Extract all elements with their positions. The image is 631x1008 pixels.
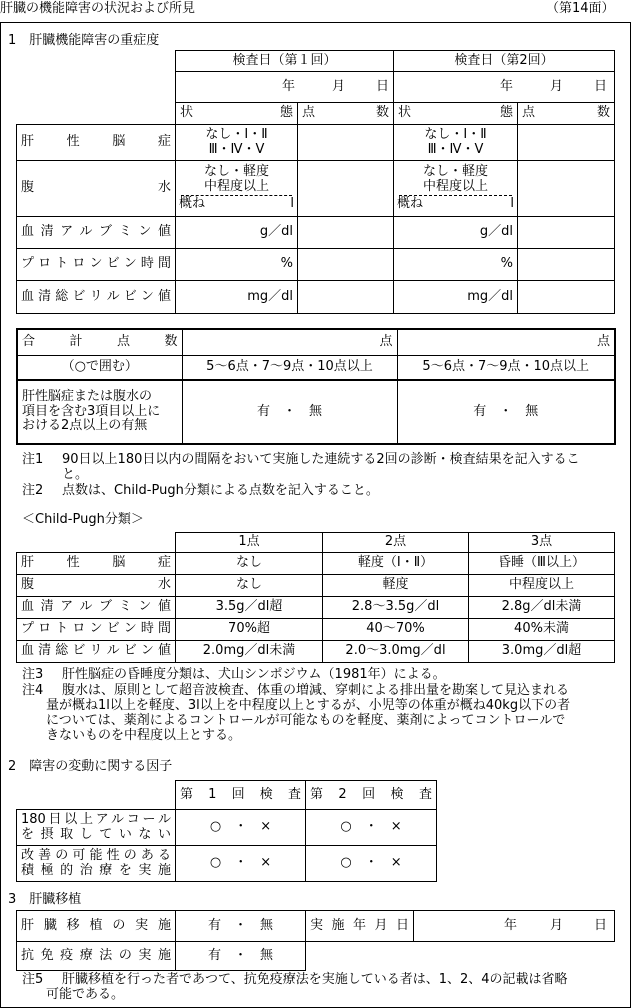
cp-cell: なし [176,575,323,597]
section1-heading: 1 肝臓機能障害の重症度 [8,33,160,48]
immuno-yes-no[interactable]: 有 ・ 無 [176,942,306,971]
note-1: 注1 90日以上180日以内の間隔をおいて実施した連続する2回の診断・検査結果を記入するこ と。 [22,452,580,482]
bilirubin-score-2[interactable] [518,281,615,314]
cp-cell: 3.0mg／dl超 [469,641,615,663]
cp-cell: 2.8g／dl未満 [469,597,615,619]
ascites-options[interactable]: なし・軽度 中程度以上 概ね l [394,161,518,217]
cp-row-label: 肝性脳症 [17,553,176,575]
cp-cell: 40～70% [323,619,469,641]
transplant-date[interactable]: 年 月 日 [414,911,615,942]
cp-row-label: 血清アルブミン値 [17,597,176,619]
page-title: 肝臓の機能障害の状況および所見 [0,1,196,16]
total-score-1[interactable]: 点 [182,329,397,355]
criteria-yes-no-2[interactable]: 有 ・ 無 [397,380,615,444]
score-header: 点 数 [518,103,615,125]
immuno-label: 抗免疫療法の実施 [17,942,176,971]
encephalopathy-options[interactable]: なし・Ⅰ・Ⅱ Ⅲ・Ⅳ・Ⅴ [176,125,298,161]
exam1-date[interactable]: 年 月 日 [176,72,394,103]
alcohol-answer-2[interactable]: ○ ・ × [306,810,437,846]
encephalopathy-score-2[interactable] [518,125,615,161]
cp-header-2: 2点 [323,533,469,553]
row-label-ascites: 腹水 [17,161,176,217]
note-4: 注4 腹水は、原則として超音波検査、体重の増減、穿刺による排出量を勘案して見込まれる 量が概ね1l以上を軽度、3l以上を中程度以上とするが、小児等の体重が概ね40kg以下の者 については、薬剤によるコントロールが可能なものを軽度、薬剤によってコントロールで きないものを中程度以上とする。 [22,683,571,743]
exam2-col: 第2回検査 [306,781,437,810]
range-options-1[interactable]: 5～6点・7～9点・10点以上 [182,355,397,380]
cp-cell: 昏睡（Ⅲ以上） [469,553,615,575]
ascites-options[interactable]: なし・軽度 中程度以上 概ね l [176,161,298,217]
circle-label: （○で囲む） [17,355,182,380]
cp-header-3: 3点 [469,533,615,553]
row-label-bilirubin: 血清総ビリルビン値 [17,281,176,314]
exam2-header: 検査日（第2回） [394,51,615,72]
ascites-score-2[interactable] [518,161,615,217]
transplant-yes-no[interactable]: 有 ・ 無 [176,911,306,942]
cp-row-label: 腹水 [17,575,176,597]
cp-cell: 2.8～3.5g／dl [323,597,469,619]
state-header: 状 態 [394,103,518,125]
total-score-table [16,328,616,445]
cp-cell: 3.5g／dl超 [176,597,323,619]
prothrombin-value-1[interactable]: % [176,249,298,281]
transplant-date-label: 実施年月日 [306,911,414,942]
criteria-label: 肝性脳症または腹水の 項目を含む3項目以上に おける2点以上の有無 [17,380,182,444]
row-label-albumin: 血清アルブミン値 [17,217,176,249]
cp-cell: 70%超 [176,619,323,641]
page-number: （第14面） [546,1,615,16]
albumin-value-2[interactable]: g／dl [394,217,518,249]
ascites-score-1[interactable] [298,161,394,217]
bilirubin-score-1[interactable] [298,281,394,314]
note-2: 注2 点数は、Child-Pugh分類による点数を記入すること。 [22,483,379,498]
albumin-score-2[interactable] [518,217,615,249]
criteria-yes-no-1[interactable]: 有 ・ 無 [182,380,397,444]
state-header: 状 態 [176,103,298,125]
albumin-score-1[interactable] [298,217,394,249]
exam1-col: 第1回検査 [176,781,306,810]
section2-heading: 2 障害の変動に関する因子 [8,759,173,774]
treatment-answer-1[interactable]: ○ ・ × [176,846,306,882]
note-3: 注3 肝性脳症の昏睡度分類は、犬山シンポジウム（1981年）による。 [22,667,446,682]
cp-cell: 40%未満 [469,619,615,641]
cp-cell: 軽度（Ⅰ・Ⅱ） [323,553,469,575]
row-label-encephalopathy: 肝性脳症 [17,125,176,161]
total-score-2[interactable]: 点 [397,329,615,355]
bilirubin-value-2[interactable]: mg／dl [394,281,518,314]
treatment-answer-2[interactable]: ○ ・ × [306,846,437,882]
encephalopathy-options[interactable]: なし・Ⅰ・Ⅱ Ⅲ・Ⅳ・Ⅴ [394,125,518,161]
treatment-label: 改善の可能性のある 積極的治療を実施 [17,846,176,882]
cp-cell: 2.0mg／dl未満 [176,641,323,663]
total-label: 合計点数 [17,329,182,355]
alcohol-label: 180日以上アルコール を摂取していない [17,810,176,846]
encephalopathy-score-1[interactable] [298,125,394,161]
variation-factors-table [16,780,437,882]
transplant-table [16,910,615,971]
range-options-2[interactable]: 5～6点・7～9点・10点以上 [397,355,615,380]
prothrombin-score-2[interactable] [518,249,615,281]
transplant-label: 肝臓移植の実施 [17,911,176,942]
exam2-date[interactable]: 年 月 日 [394,72,615,103]
section3-heading: 3 肝臓移植 [8,892,82,907]
albumin-value-1[interactable]: g／dl [176,217,298,249]
row-label-prothrombin: プロトロンビン時間 [17,249,176,281]
cp-cell: 2.0～3.0mg／dl [323,641,469,663]
child-pugh-table [16,532,615,663]
severity-table [16,50,615,314]
cp-header-1: 1点 [176,533,323,553]
cp-cell: なし [176,553,323,575]
note-5: 注5 肝臓移植を行った者であつて、抗免疫療法を実施している者は、1、2、4の記載は省略 可能である。 [22,972,568,1002]
prothrombin-score-1[interactable] [298,249,394,281]
score-header: 点 数 [298,103,394,125]
alcohol-answer-1[interactable]: ○ ・ × [176,810,306,846]
exam1-header: 検査日（第１回） [176,51,394,72]
cp-row-label: プロトロンビン時間 [17,619,176,641]
cp-cell: 軽度 [323,575,469,597]
cp-row-label: 血清総ビリルビン値 [17,641,176,663]
cp-cell: 中程度以上 [469,575,615,597]
child-pugh-title: ＜Child-Pugh分類＞ [22,512,144,527]
prothrombin-value-2[interactable]: % [394,249,518,281]
bilirubin-value-1[interactable]: mg／dl [176,281,298,314]
